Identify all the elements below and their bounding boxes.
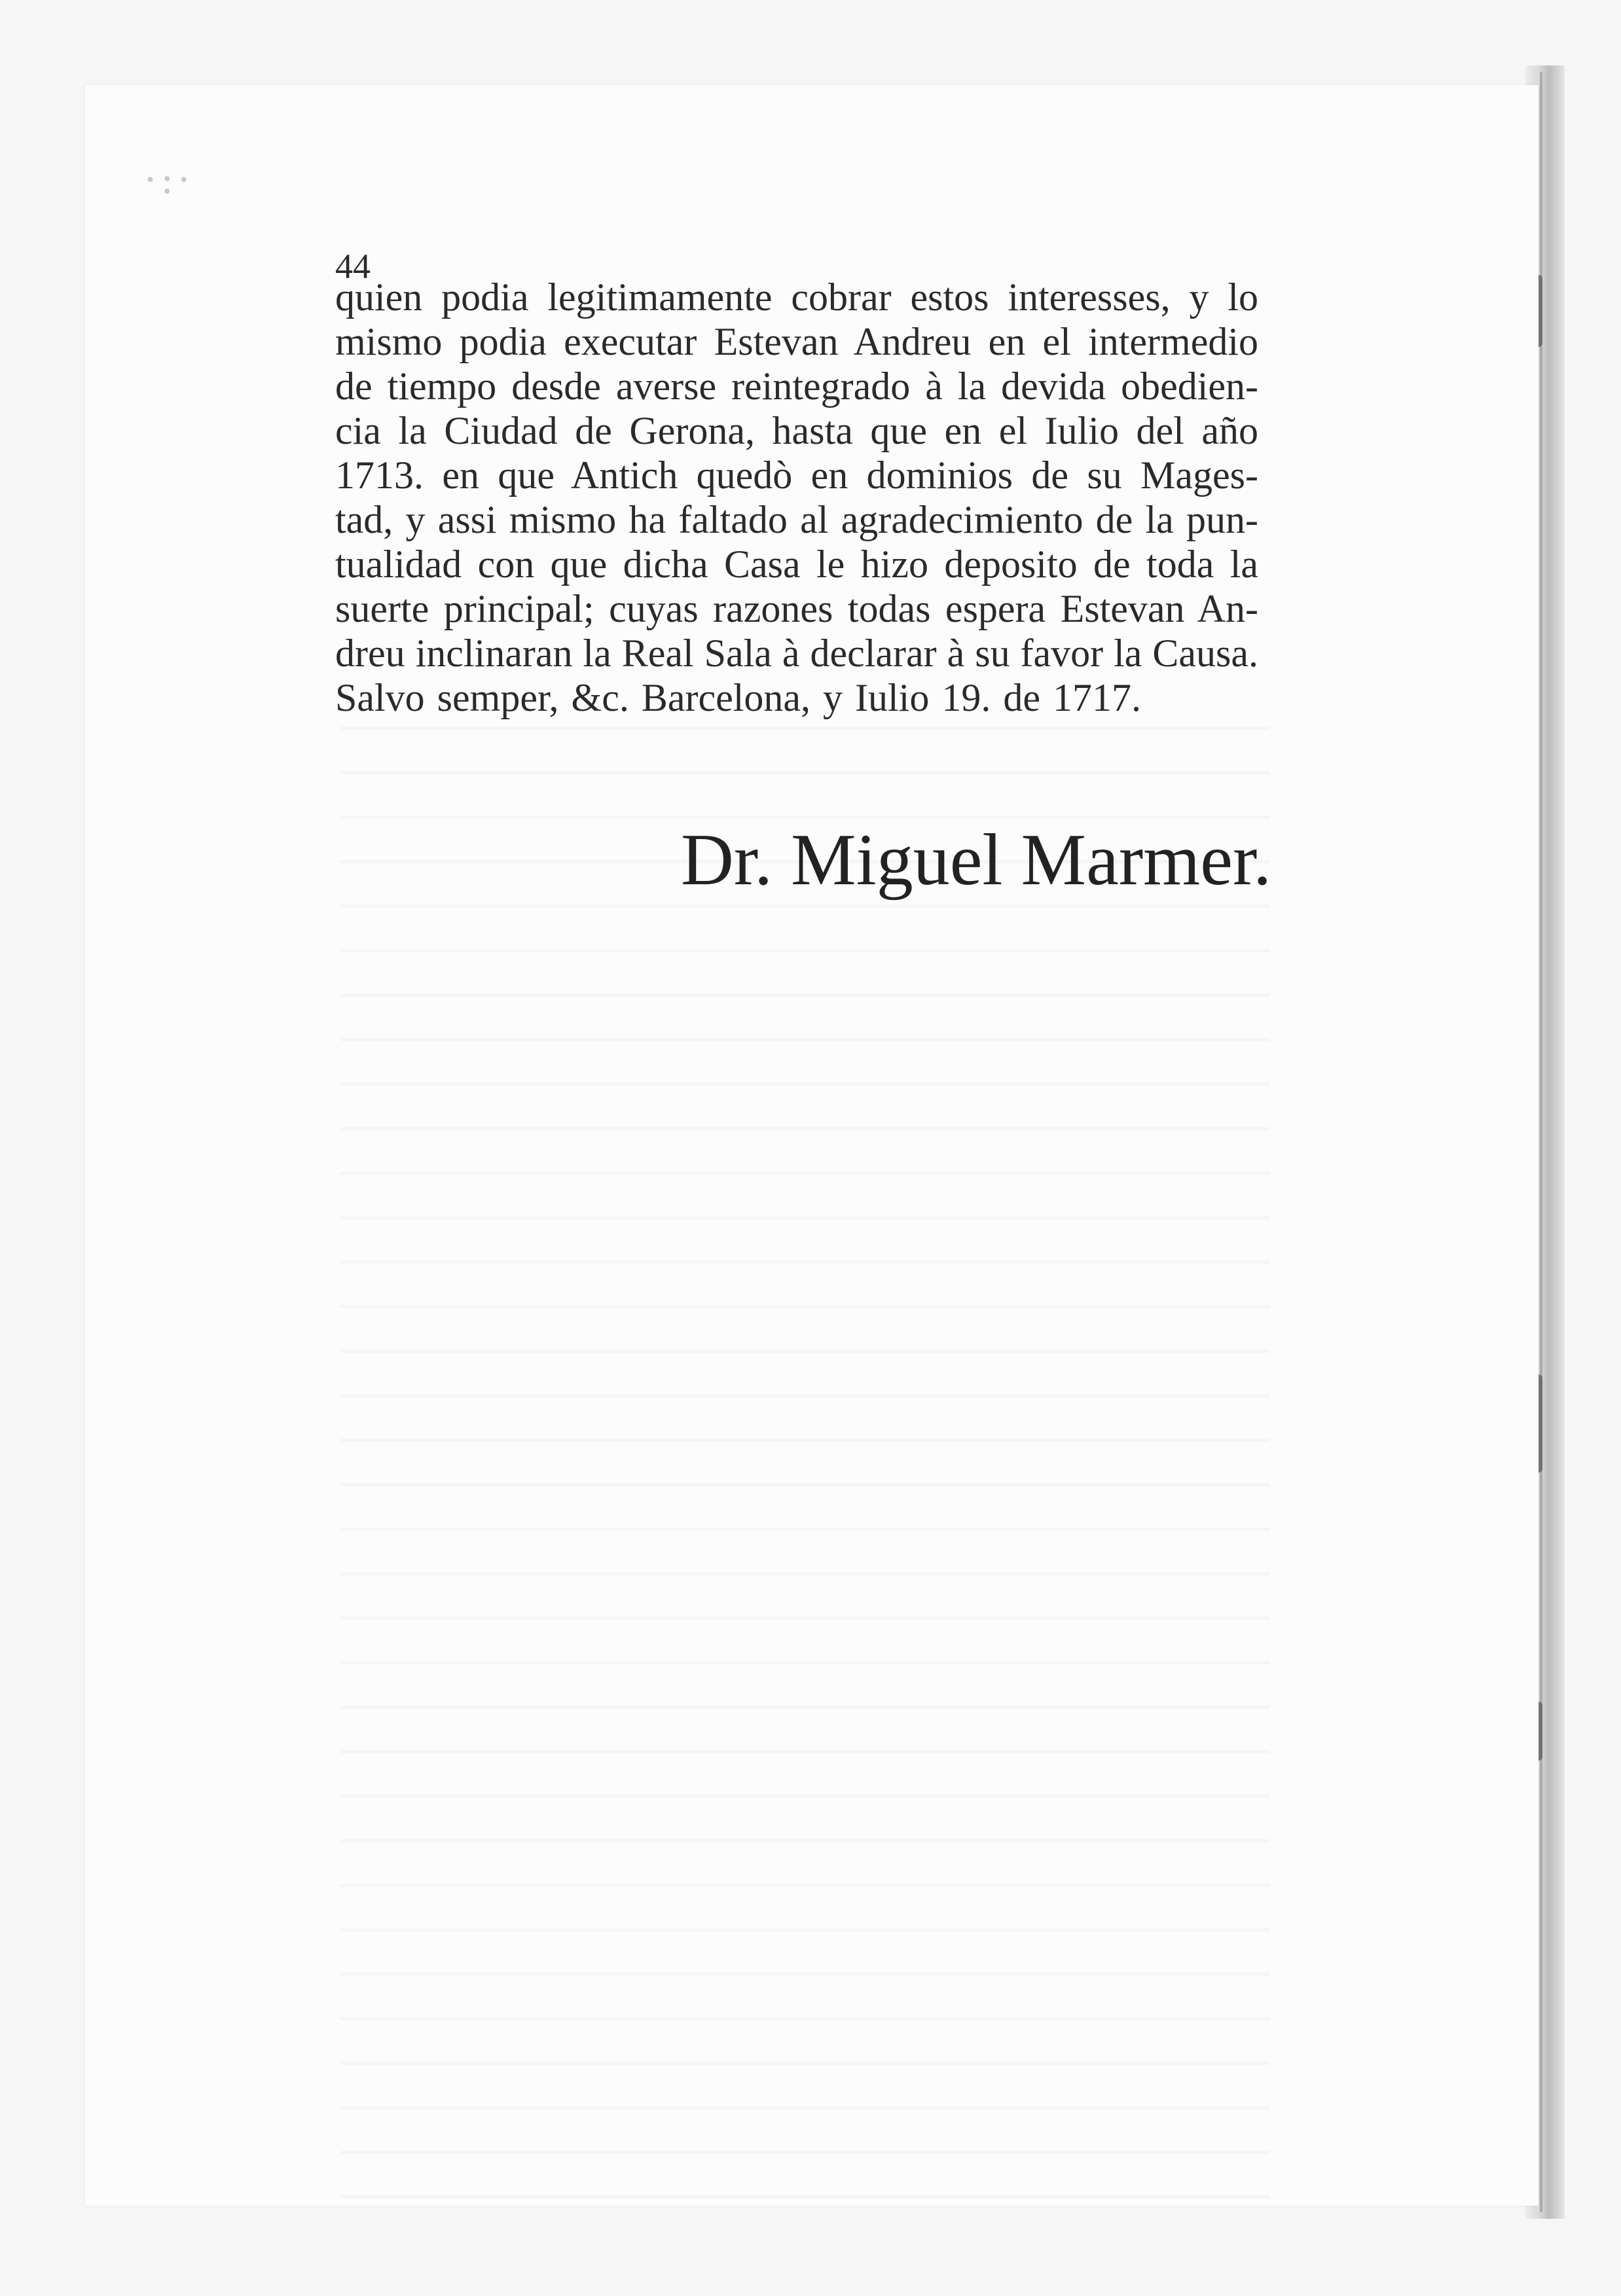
- text-line: cia la Ciudad de Gerona, hasta que en el Iulio del año: [335, 409, 1258, 452]
- text-line: tualidad con que dicha Casa le hizo deposito de toda la: [335, 543, 1258, 586]
- text-line: tad, y assi mismo ha faltado al agradecimiento de la pun-: [335, 498, 1258, 541]
- body-text: [335, 249, 1258, 720]
- text-line: Salvo semper, &c. Barcelona, y Iulio 19. de 1717.: [335, 676, 1141, 719]
- bleed-through-text: [340, 726, 1270, 2240]
- text-line: 1713. en que Antich quedò en dominios de su Mages-: [335, 454, 1258, 497]
- page-number: 44: [335, 247, 371, 286]
- text-line: dreu inclinaran la Real Sala à declarar à su favor la Causa.: [335, 632, 1258, 675]
- text-line: de tiempo desde averse reintegrado à la devida obedien-: [335, 365, 1258, 408]
- ink-stain: ·:·: [144, 157, 194, 203]
- text-line: mismo podia executar Estevan Andreu en el intermedio: [335, 320, 1258, 363]
- signature: Dr. Miguel Marmer.: [681, 819, 1272, 901]
- text-line: quien podia legitimamente cobrar estos interesses, y lo: [335, 276, 1258, 319]
- binding-edge-line: [1540, 72, 1542, 2212]
- text-line: suerte principal; cuyas razones todas espera Estevan An-: [335, 587, 1258, 630]
